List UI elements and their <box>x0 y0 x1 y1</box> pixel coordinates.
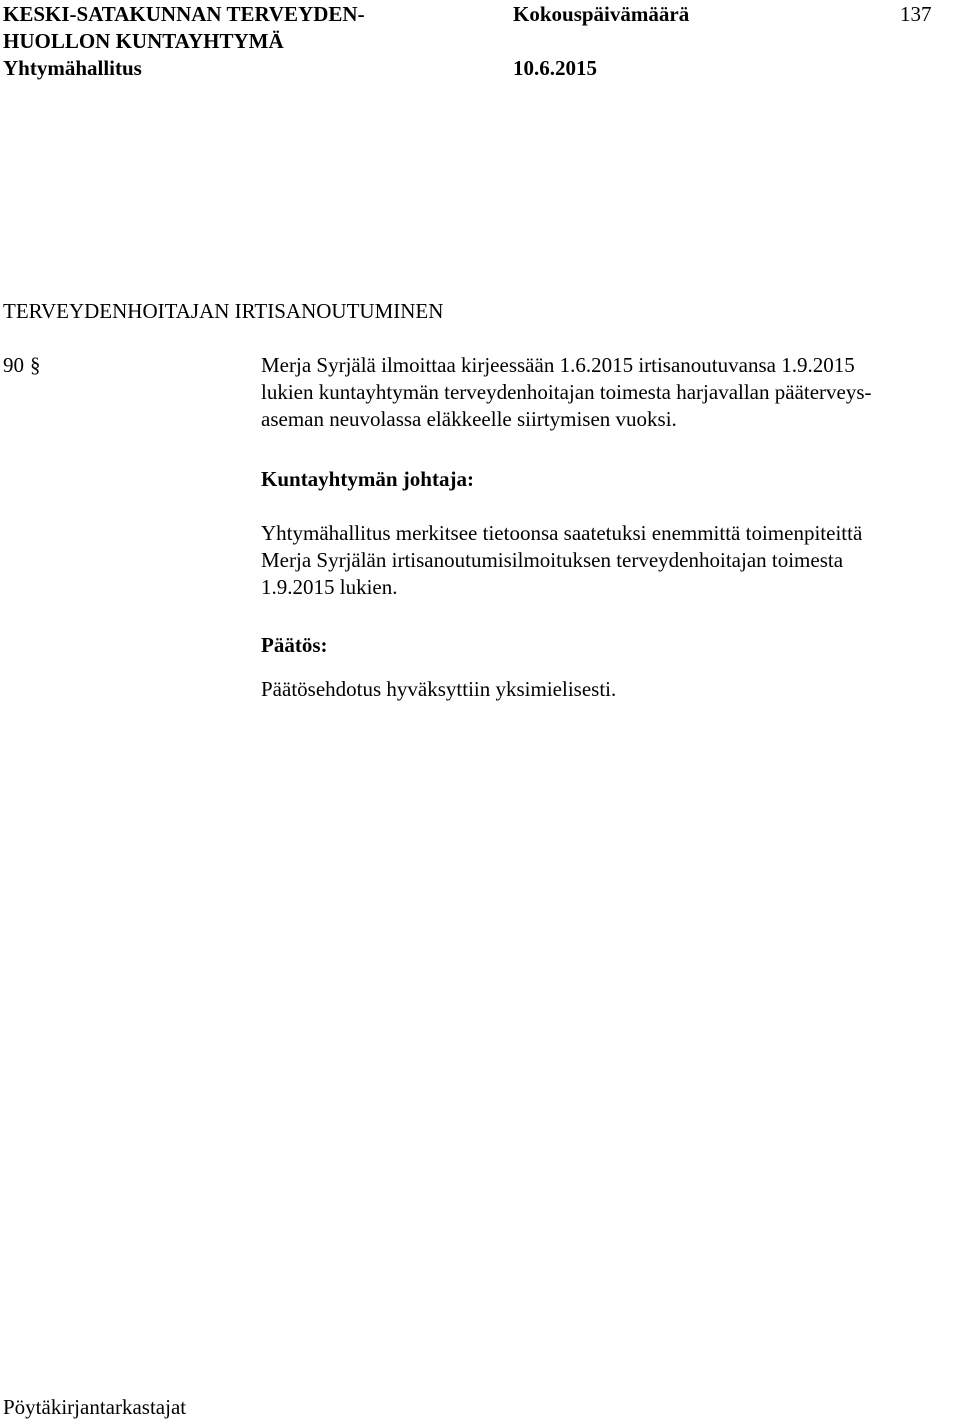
body-line: Merja Syrjälä ilmoittaa kirjeessään 1.6.2015 irtisanoutuvansa 1.9.2015 <box>261 353 855 377</box>
body-line: aseman neuvolassa eläkkeelle siirtymisen vuoksi. <box>261 407 677 431</box>
governing-body-name: Yhtymähallitus <box>3 56 142 80</box>
minutes-checkers-label: Pöytäkirjantarkastajat <box>3 1395 187 1419</box>
organization-name-line2: HUOLLON KUNTAYHTYMÄ <box>3 29 284 53</box>
section-sign: § <box>30 353 41 377</box>
item-number: 90 <box>3 353 24 377</box>
proposal-line: 1.9.2015 lukien. <box>261 575 398 599</box>
organization-name-line1: KESKI-SATAKUNNAN TERVEYDEN- <box>3 2 365 26</box>
item-body-paragraph <box>261 352 956 433</box>
director-heading: Kuntayhtymän johtaja: <box>261 467 474 491</box>
section-title: TERVEYDENHOITAJAN IRTISANOUTUMINEN <box>3 299 444 323</box>
decision-heading: Päätös: <box>261 633 328 657</box>
proposal-line: Yhtymähallitus merkitsee tietoonsa saatetuksi enemmittä toimenpiteittä <box>261 521 863 545</box>
decision-text: Päätösehdotus hyväksyttiin yksimielisesti. <box>261 677 617 701</box>
meeting-date: 10.6.2015 <box>513 56 597 80</box>
proposal-line: Merja Syrjälän irtisanoutumisilmoituksen terveydenhoitajan toimesta <box>261 548 844 572</box>
page-number: 137 <box>900 2 932 26</box>
director-proposal-paragraph <box>261 520 956 601</box>
meeting-date-label: Kokouspäivämäärä <box>513 2 690 26</box>
body-line: lukien kuntayhtymän terveydenhoitajan toimesta harjavallan pääterveys- <box>261 380 872 404</box>
